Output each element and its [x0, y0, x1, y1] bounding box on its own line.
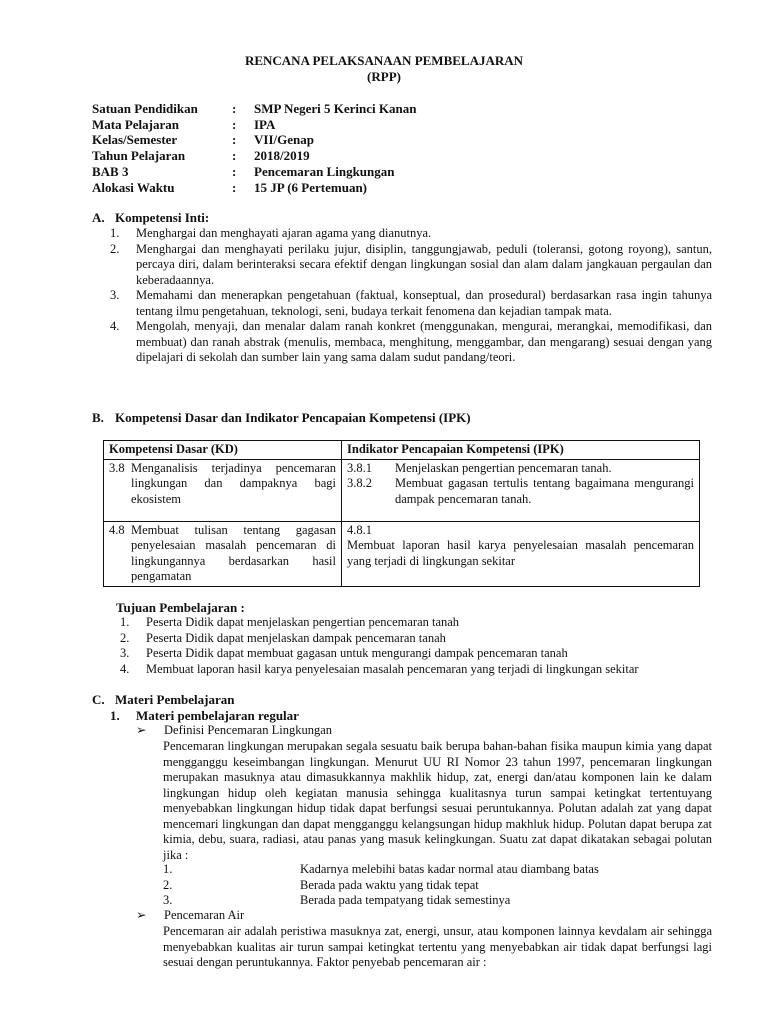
- definition-paragraph: Pencemaran lingkungan merupakan segala sesuatu baik berupa bahan-bahan fisika maupun kimia yang dapat mengganggu keseimbangan lingkungan. Menurut UU RI Nomor 23 tahun 1997, pencemaran lingkungan merupakan masuknya atau dimasukkannya makhlik hidup, zat, energi dan/atau komponen lain ke dalam lingkungan hidup oleh kegiatan manusia sehingga kualitasnya turun sampai ketingkat tertentuyang menyebabkan lingkungan hidup tidak dapat berfungsi sesuai peruntukannya. Polutan adalah zat yang dapat mencemari lingkungan dan dapat mengganggu kelangsungan hidup makhluk hidup. Polutan dapat berupa zat kimia, debu, suara, radiasi, atau panas yang masuk kelingkungan. Suatu zat dapat dikatakan sebagai polutan jika :: [163, 739, 712, 862]
- identity-row: Mata Pelajaran : IPA: [92, 116, 276, 132]
- bullet-text: Pencemaran Air: [164, 908, 245, 922]
- tujuan-list: [120, 615, 720, 677]
- list-item: 2. Menghargai dan menghayati perilaku jujur, disiplin, tanggungjawab, peduli (toleransi, gotong royong), santun, percaya diri, dalam berinteraksi secara efektif dengan lingkungan sosial dan alam dalam jangkauan pergaulan dan keberadaannya.: [110, 241, 712, 287]
- table-cell-kd: [104, 521, 342, 586]
- criteria-list: [163, 862, 712, 909]
- list-item-text: Menghargai dan menghayati perilaku jujur, disiplin, tanggungjawab, peduli (toleransi, gotong royong), santun, percaya diri, dalam berinteraksi secara efektif dengan lingkungan sosial dan alam dalam jangkauan pergaulan dan keberadaannya.: [136, 241, 712, 287]
- document-title: RENCANA PELAKSANAAN PEMBELAJARAN: [244, 53, 524, 68]
- table-cell-ipk: [342, 521, 700, 586]
- list-item: 3. Peserta Didik dapat membuat gagasan untuk mengurangi dampak pencemaran tanah: [120, 646, 568, 660]
- list-item-text: Membuat laporan hasil karya penyelesaian masalah pencemaran yang terjadi di lingkungan sekitar: [146, 661, 639, 676]
- section-c-heading: [92, 692, 234, 708]
- list-item-number: 1.: [163, 862, 173, 876]
- tujuan-heading: Tujuan Pembelajaran :: [116, 600, 245, 615]
- identity-block: [92, 101, 416, 195]
- identity-value: Pencemaran Lingkungan: [254, 163, 395, 179]
- bullet-item: [136, 908, 244, 924]
- section-letter: C.: [92, 692, 105, 707]
- table-header-kd: Kompetensi Dasar (KD): [104, 441, 342, 460]
- list-item-text: Kadarnya melebihi batas kadar normal atau diambang batas: [300, 862, 599, 876]
- list-item: [163, 878, 712, 894]
- table-row: [104, 521, 700, 586]
- ipk-number: 3.8.2: [347, 476, 372, 490]
- identity-label: Kelas/Semester: [92, 132, 178, 148]
- kd-number: 4.8: [109, 522, 125, 537]
- kd-text: Membuat tulisan tentang gagasan penyelesaian masalah pencemaran di lingkungannya berdasarkan hasil pengamatan: [131, 522, 336, 583]
- list-item-text: Peserta Didik dapat menjelaskan pengertian pencemaran tanah: [146, 615, 460, 629]
- identity-value: IPA: [254, 116, 276, 132]
- list-item: 4. Mengolah, menyaji, dan menalar dalam ranah konkret (menggunakan, mengurai, merangkai, memodifikasi, dan membuat) dan ranah abstrak (menulis, membaca, menghitung, menggambar, dan mengarang) sesuai dengan yang dipelajari di sekolah dan sumber lain yang sama dalam sudut pandang/teori.: [110, 319, 712, 364]
- subsection-number: 1.: [110, 708, 120, 723]
- kd-text: Menganalisis terjadinya pencemaran lingkungan dan dampaknya bagi ekosistem: [131, 460, 336, 506]
- identity-value: VII/Genap: [254, 132, 314, 148]
- ipk-text: Membuat laporan hasil karya penyelesaian masalah pencemaran yang terjadi di lingkungan sekitar: [347, 538, 694, 568]
- identity-row: Kelas/Semester : VII/Genap: [92, 132, 314, 148]
- identity-row: BAB 3 : Pencemaran Lingkungan: [92, 163, 395, 179]
- subsection-heading: [110, 708, 299, 724]
- section-b-heading: [92, 410, 471, 426]
- table-header-row: [104, 441, 700, 460]
- bullet-item: [136, 723, 332, 739]
- list-item-text: Berada pada waktu yang tidak tepat: [300, 877, 479, 892]
- document-subtitle: (RPP): [367, 69, 401, 84]
- pencemaran-air-paragraph: Pencemaran air adalah peristiwa masuknya zat, energi, unsur, atau komponen lainnya kevdalam air sehingga menyebabkan kualitas air turun sampai ketingkat tertentu yang menyebabkan air tidak dapat berfungsi lagi sesuai dengan peruntukannya. Faktor penyebab pencemaran air :: [163, 924, 712, 969]
- section-title: Materi Pembelajaran: [115, 692, 235, 707]
- list-item-number: 3.: [163, 893, 173, 907]
- list-item-text: Memahami dan menerapkan pengetahuan (faktual, konseptual, dan prosedural) berdasarkan rasa ingin tahunya tentang ilmu pengetahuan, teknologi, seni, budaya terkait fenomena dan kejadian tampak mata.: [136, 288, 712, 318]
- ipk-text: Membuat gagasan tertulis tentang bagaimana mengurangi dampak pencemaran tanah.: [395, 476, 694, 506]
- identity-value: 2018/2019: [254, 148, 310, 164]
- kompetensi-inti-list: [110, 226, 712, 366]
- table-cell-ipk: [342, 459, 700, 521]
- bullet-text: Definisi Pencemaran Lingkungan: [164, 723, 333, 737]
- identity-value: 15 JP (6 Pertemuan): [254, 179, 368, 195]
- subsection-title: Materi pembelajaran regular: [136, 708, 299, 723]
- table-row: [104, 459, 700, 521]
- ipk-number: 4.8.1: [347, 522, 372, 537]
- list-item-number: 2.: [163, 877, 173, 892]
- list-item: 2. Peserta Didik dapat menjelaskan dampak pencemaran tanah: [120, 630, 446, 645]
- list-item-text: Menghargai dan menghayati ajaran agama yang dianutnya.: [136, 226, 432, 240]
- list-item-text: Berada pada tempatyang tidak semestinya: [300, 893, 511, 907]
- section-title: Kompetensi Dasar dan Indikator Pencapaian Kompetensi (IPK): [115, 410, 471, 425]
- list-item-text: Mengolah, menyaji, dan menalar dalam ranah konkret (menggunakan, mengurai, merangkai, memodifikasi, dan membuat) dan ranah abstrak (menulis, membaca, menghitung, menggambar, dan mengarang) sesuai dengan yang dipelajari di sekolah dan sumber lain yang sama dalam sudut pandang/teori.: [136, 319, 712, 364]
- identity-label: Satuan Pendidikan: [92, 101, 198, 116]
- list-item: 1. Menghargai dan menghayati ajaran agama yang dianutnya.: [110, 226, 432, 240]
- arrowhead-bullet-icon: ➢: [136, 908, 147, 922]
- list-item-text: Peserta Didik dapat membuat gagasan untuk mengurangi dampak pencemaran tanah: [146, 646, 568, 660]
- list-item: [163, 862, 712, 878]
- kd-ipk-table: [103, 440, 700, 587]
- identity-label: Tahun Pelajaran: [92, 148, 186, 164]
- section-a-heading: [92, 210, 209, 226]
- section-title: Kompetensi Inti:: [115, 210, 210, 225]
- list-item-text: Peserta Didik dapat menjelaskan dampak pencemaran tanah: [146, 630, 446, 645]
- identity-row: Satuan Pendidikan : SMP Negeri 5 Kerinci Kanan: [92, 101, 417, 116]
- arrowhead-bullet-icon: ➢: [136, 723, 147, 737]
- list-item: 1. Peserta Didik dapat menjelaskan pengertian pencemaran tanah: [120, 615, 460, 629]
- identity-row: Alokasi Waktu : 15 JP (6 Pertemuan): [92, 179, 368, 195]
- table-header-ipk: Indikator Pencapaian Kompetensi (IPK): [342, 441, 700, 460]
- section-letter: B.: [92, 410, 104, 425]
- identity-label: BAB 3: [92, 163, 129, 179]
- identity-row: Tahun Pelajaran : 2018/2019: [92, 148, 310, 164]
- identity-label: Alokasi Waktu: [92, 179, 175, 195]
- kd-number: 3.8: [109, 460, 125, 475]
- list-item: 4. Membuat laporan hasil karya penyelesaian masalah pencemaran yang terjadi di lingkungan sekitar: [120, 661, 639, 676]
- list-item: [163, 893, 712, 909]
- identity-value: SMP Negeri 5 Kerinci Kanan: [254, 101, 417, 116]
- list-item: 3. Memahami dan menerapkan pengetahuan (faktual, konseptual, dan prosedural) berdasarkan rasa ingin tahunya tentang ilmu pengetahuan, teknologi, seni, budaya terkait fenomena dan kejadian tampak mata.: [110, 288, 712, 318]
- table-cell-kd: [104, 459, 342, 521]
- ipk-text: Menjelaskan pengertian pencemaran tanah.: [395, 460, 612, 475]
- ipk-number: 3.8.1: [347, 460, 372, 475]
- section-letter: A.: [92, 210, 105, 225]
- identity-label: Mata Pelajaran: [92, 116, 180, 132]
